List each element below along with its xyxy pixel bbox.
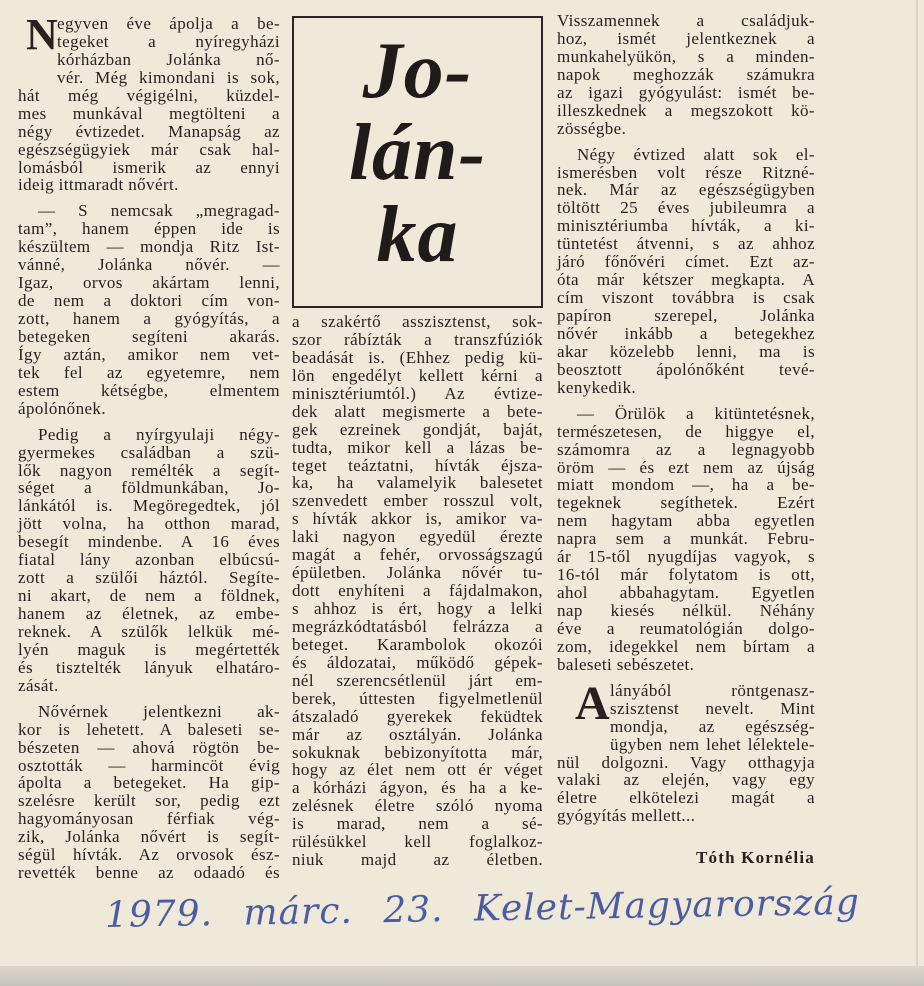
text-line: ka, ha valamelyik balesetet xyxy=(292,473,543,493)
text-line: Így aztán, amikor nem vet- xyxy=(18,344,280,364)
text-line: ápolónőnek. xyxy=(18,398,106,418)
text-line: ségül hívták. Az orvosok ész- xyxy=(18,845,280,865)
text-line: napok meghozzák számukra xyxy=(557,64,815,84)
text-line: vér. Még kimondani is sok, xyxy=(57,67,280,87)
text-line: hoz, ismét jelentkeznek a xyxy=(557,28,815,48)
text-line: revették benne az odaadó és xyxy=(18,863,280,883)
paragraph-lines xyxy=(557,405,815,674)
text-line: számomra az a legnagyobb xyxy=(557,439,815,459)
text-line: rülésükkel kell foglalkoz- xyxy=(292,832,543,852)
text-line: négy évtizedet. Manapság az xyxy=(18,121,280,141)
text-line: beosztott ápolónőként tevé- xyxy=(557,359,815,379)
text-line: tudta, mikor kell a lázas be- xyxy=(292,437,543,457)
text-line: gek ezreinek gondját, baját, xyxy=(292,419,543,439)
paragraph xyxy=(18,202,280,417)
text-line: átszaladó gyerekek feküdtek xyxy=(292,706,543,726)
text-line: minisztériumba hívták, a ki- xyxy=(557,216,815,236)
text-line: akar közelebb lenni, ma is xyxy=(557,341,815,361)
text-line: zösségbe. xyxy=(557,118,627,138)
article-column-3 xyxy=(557,12,815,867)
paragraph-lines xyxy=(18,426,280,695)
text-line: — S nemcsak „megragad- xyxy=(38,201,280,221)
text-line: osztották — harmincöt évig xyxy=(18,755,280,775)
text-line: reknek. A szülők lelkük mé- xyxy=(18,621,280,641)
text-line: nap kiesés nélkül. Néhány xyxy=(557,601,815,620)
scan-edge-bottom xyxy=(0,966,924,986)
text-line: cím viszont továbbra is csak xyxy=(557,288,815,308)
text-line: ismerésben volt része Ritzné- xyxy=(557,162,815,182)
text-line: hogy az élet nem ott ér véget xyxy=(292,760,543,780)
text-line: bészeten — ahová rögtön be- xyxy=(18,737,280,757)
text-line: járó főnővéri címet. Ezt az- xyxy=(557,252,815,272)
text-line: vánné, Jolánka nővér. — xyxy=(18,255,280,275)
text-line: öröm — és ezt nem az újság xyxy=(557,457,815,477)
text-line: és áldozatai, működő gépek- xyxy=(292,652,543,672)
text-line: valaki az elején, vagy egy xyxy=(557,770,815,790)
text-line: mes munkával megtölteni a xyxy=(18,103,280,123)
text-line: lányából röntgenasz- xyxy=(610,680,815,700)
text-line: — Örülök a kitüntetésnek, xyxy=(577,403,815,423)
text-line: Négy évtized alatt sok el- xyxy=(577,144,815,164)
text-line: 16-tól már folytatom is ott, xyxy=(557,565,815,585)
text-line: jött volna, ha otthon marad, xyxy=(18,514,280,534)
text-line: s ahhoz is ért, hogy a lelki xyxy=(292,599,543,618)
text-line: Pedig a nyírgyulaji négy- xyxy=(38,424,280,444)
text-line: miatt mondom —, ha a be- xyxy=(557,475,815,495)
text-line: gyermekes családban a szü- xyxy=(18,442,280,462)
text-line: lők nagyon remélték a segít- xyxy=(18,460,280,480)
text-line: szisztenst nevelt. Mint xyxy=(610,698,815,718)
text-line: niuk majd az életben. xyxy=(292,850,543,870)
text-line: fiatal lány azonban elbúcsú- xyxy=(18,550,280,570)
paragraph-lines xyxy=(557,12,815,138)
text-line: a szakértő asszisztenst, sok- xyxy=(292,312,543,331)
paragraph xyxy=(557,676,815,826)
article-title-line: lán- xyxy=(348,109,487,197)
text-line: ahol abbahagytam. Egyetlen xyxy=(557,583,815,603)
text-line: berek, úttesten figyelmetlenül xyxy=(292,688,543,708)
article-title-line: Jo- xyxy=(362,27,473,115)
text-line: kórházban Jolánka nő- xyxy=(57,49,280,69)
text-line: szor rábízták a transzfúziók xyxy=(292,329,543,349)
text-line: minisztériumtól.) Az évtize- xyxy=(292,383,543,403)
text-line: kor is lehetett. A baleseti se- xyxy=(18,719,280,739)
text-line: baleseti sebészetet. xyxy=(557,654,695,674)
text-line: mondja, az egészség- xyxy=(610,716,815,736)
byline-author: Tóth Kornélia xyxy=(695,848,815,868)
text-line: ár 15-től nyugdíjas vagyok, s xyxy=(557,547,815,567)
text-line: ideig ittmaradt nővért. xyxy=(18,175,179,195)
text-line: zelésnek életre szóló nyoma xyxy=(292,796,543,816)
text-line: s hívták akkor is, amikor va- xyxy=(292,509,543,529)
text-line: és tisztelték lányuk elhatáro- xyxy=(18,657,280,677)
text-line: nél szerencsétlenül járt em- xyxy=(292,670,543,690)
text-line: életre elkötelezi magát a xyxy=(557,788,815,808)
paragraph-lines xyxy=(18,703,280,882)
text-line: beteget. Karambolok okozói xyxy=(292,634,543,654)
text-line: illeszkednek a megszokott kö- xyxy=(557,100,815,120)
text-line: Visszamennek a családjuk- xyxy=(557,11,815,30)
text-line: az igazi gyógyulást: ismét be- xyxy=(557,82,815,102)
text-line: zott, hanem a gyógyítás, a xyxy=(18,309,280,328)
text-line: betegeken segíteni akarás. xyxy=(18,326,280,346)
text-line: sokuknak bebizonyította már, xyxy=(292,742,543,762)
article-title-box xyxy=(292,16,543,308)
text-line: papíron szerepel, Jolánka xyxy=(557,306,815,325)
paragraph-lines xyxy=(557,146,815,397)
text-line: hát még végigélni, küzdel- xyxy=(18,85,280,105)
text-line: kenykedik. xyxy=(557,377,637,397)
text-line: tegeket a nyíregyházi xyxy=(57,31,280,51)
text-line: nővér inkább a betegekhez xyxy=(557,323,815,343)
text-line: laki nagyon egyedül érezte xyxy=(292,527,543,547)
text-line: tüntetést átvenni, s az ahhoz xyxy=(557,234,815,254)
text-line: szenvedett ember rosszul volt, xyxy=(292,491,543,511)
text-line: nem hagytam abba egyetlen xyxy=(557,511,815,531)
text-line: egyven éve ápolja a be- xyxy=(57,14,280,33)
text-line: megrázkódtatásból felrázza a xyxy=(292,616,543,636)
text-line: lomásból ismerik az ennyi xyxy=(18,157,280,177)
text-line: munkahelyükön, s a minden- xyxy=(557,46,815,66)
text-line: Nővérnek jelentkezni ak- xyxy=(38,701,280,721)
text-line: töltött 25 éves jubileumra a xyxy=(557,198,815,218)
text-line: gyógyítás mellett... xyxy=(557,806,696,826)
text-line: egészségügyiek már csak hal- xyxy=(18,139,280,159)
text-line: zott a szülői háztól. Segíte- xyxy=(18,568,280,588)
text-line: ügyben nem lehet lélektele- xyxy=(610,734,815,754)
text-line: tam”, hanem éppen ide is xyxy=(18,219,280,239)
text-line: beadását is. (Ehhez pedig kü- xyxy=(292,347,543,367)
text-line: tegeknek segíthetek. Ezért xyxy=(557,493,815,513)
text-line: lyén maguk is megértették xyxy=(18,639,280,659)
paragraph xyxy=(557,405,815,674)
text-line: ápolta a betegeket. Ha gip- xyxy=(18,773,280,793)
text-line: Igaz, orvos akártam lenni, xyxy=(18,273,280,293)
paragraph xyxy=(292,313,543,869)
text-line: már az osztályán. Jolánka xyxy=(292,724,543,744)
paragraph xyxy=(557,12,815,138)
text-line: dott enyhíteni a fájdalmakon, xyxy=(292,581,543,601)
paragraph xyxy=(557,146,815,397)
paragraph xyxy=(18,703,280,882)
text-line: óta már kétszer megkapta. A xyxy=(557,270,815,290)
paragraph xyxy=(18,10,280,195)
text-line: dek alatt megismerte a bete- xyxy=(292,401,543,421)
paragraph-lines xyxy=(18,202,280,417)
drop-cap: N xyxy=(26,10,58,59)
text-line: hanem az életnek, az embe- xyxy=(18,604,280,623)
text-line: magát a fehér, orvosságszagú xyxy=(292,545,543,565)
text-line: tek fel az egyetemre, nem xyxy=(18,362,280,382)
text-line: teget teáztatni, hívták éjsza- xyxy=(292,455,543,475)
article-column-1 xyxy=(18,10,280,883)
text-line: készültem — mondja Ritz Ist- xyxy=(18,237,280,257)
text-line: szelésre került sor, pedig ezt xyxy=(18,791,280,811)
paragraph-lines xyxy=(18,10,280,195)
text-line: is marad, nem a sé- xyxy=(292,814,543,834)
text-line: ni akart, de nem a földnek, xyxy=(18,586,280,606)
text-line: lön engedélyt kellett kérni a xyxy=(292,365,543,385)
text-line: zását. xyxy=(18,675,59,695)
text-line: hagyományosan férfiak vég- xyxy=(18,809,280,829)
text-line: nek. Már az egészségügyben xyxy=(557,180,815,200)
text-line: nül dolgozni. Vagy otthagyja xyxy=(557,752,815,772)
text-line: séget a földmunkában, Jo- xyxy=(18,478,280,498)
article-title-line: ka xyxy=(376,191,459,279)
article-column-2 xyxy=(292,313,543,869)
paragraph-lines xyxy=(292,313,543,869)
text-line: de nem a doktori cím von- xyxy=(18,291,280,311)
handwritten-note: 1979. márc. 23. Kelet-Magyarország xyxy=(104,881,861,936)
text-line: estem kétségbe, elmentem xyxy=(18,380,280,400)
text-line: zik, Jolánka nővért is segít- xyxy=(18,827,280,847)
text-line: zom, idegekkel nem bírtam a xyxy=(557,636,815,656)
text-line: épületben. Jolánka nővér tu- xyxy=(292,563,543,583)
text-line: besegít mindenbe. A 16 éves xyxy=(18,532,280,552)
text-line: a kórházi ágyon, és ha a ke- xyxy=(292,778,543,798)
text-line: napra sem a munkát. Febru- xyxy=(557,529,815,549)
drop-cap: A xyxy=(575,676,610,730)
text-line: természetesen, de higgye el, xyxy=(557,421,815,441)
scan-edge-right xyxy=(916,0,918,966)
paragraph xyxy=(18,426,280,695)
text-line: éve a reumatológián dolgo- xyxy=(557,618,815,638)
text-line: lánkától is. Megöregedtek, jól xyxy=(18,496,280,516)
